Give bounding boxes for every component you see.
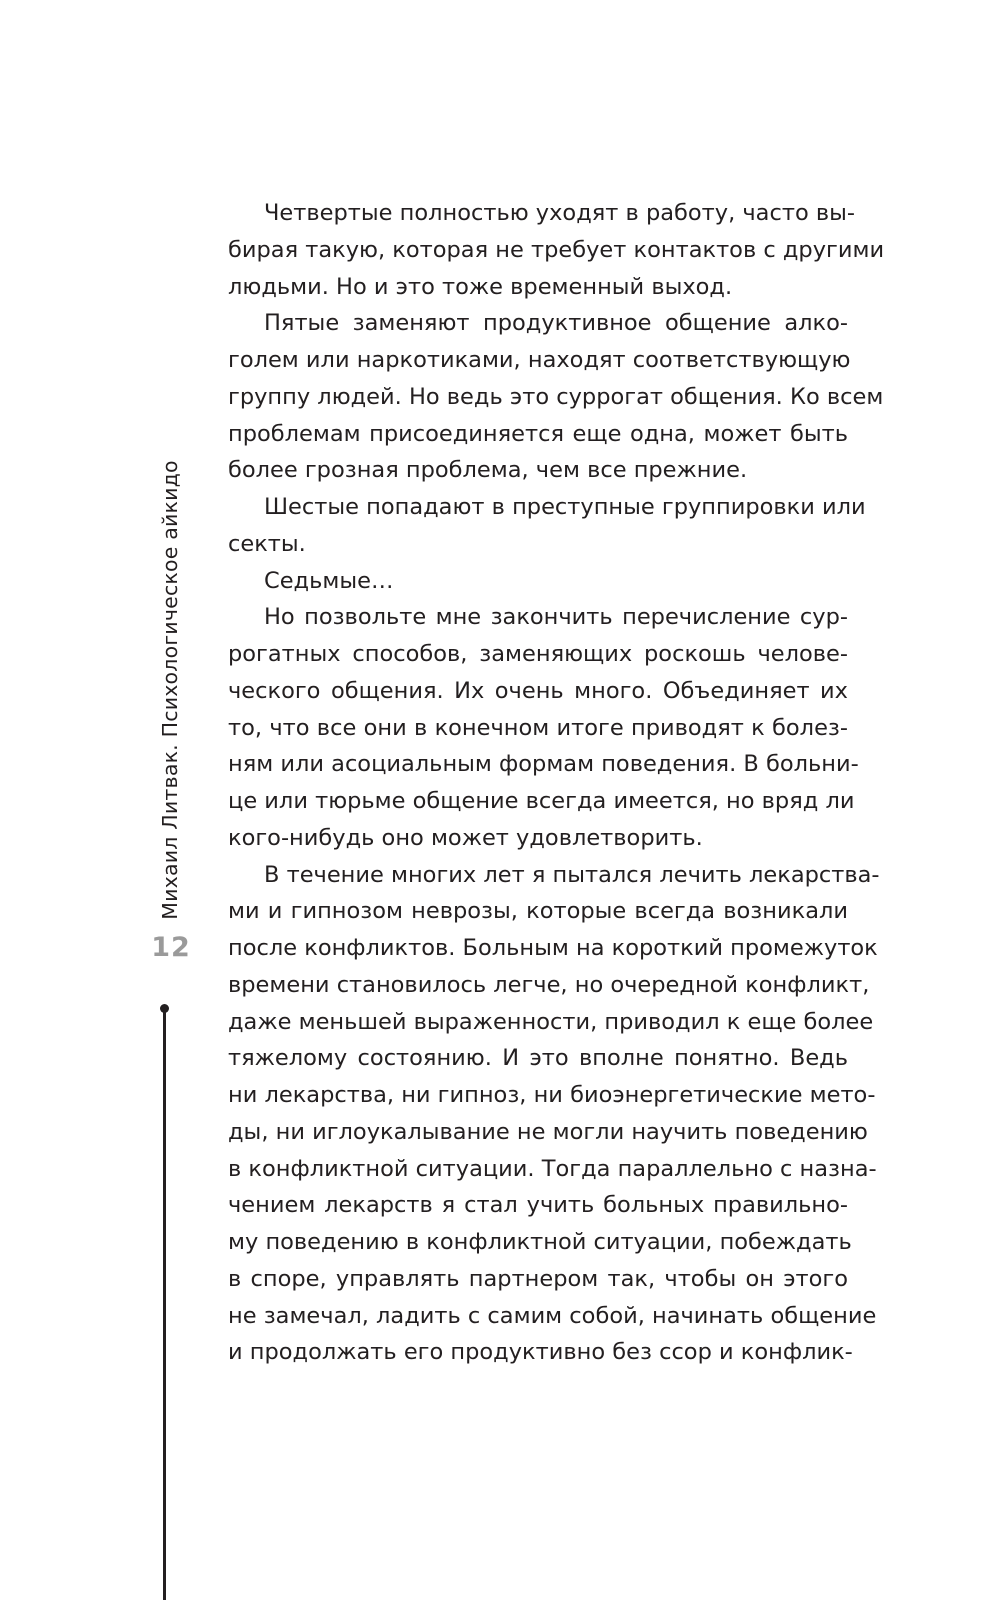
- running-head-title: Михаил Литвак. Психологическое айкидо: [158, 460, 182, 920]
- text-line: группу людей. Но ведь это суррогат общения. Ко всем: [228, 383, 884, 410]
- paragraph: [228, 305, 884, 489]
- text-line: после конфликтов. Больным на короткий промежуток: [228, 935, 878, 961]
- paragraph: [228, 489, 866, 563]
- text-line: Седьмые…: [264, 567, 394, 594]
- text-line: це или тюрьме общение всегда имеется, но вряд ли: [228, 788, 855, 814]
- text-line: времени становилось легче, но очередной конфликт,: [228, 971, 870, 998]
- text-line: ды, ни иглоукалывание не могли научить поведению: [228, 1118, 868, 1145]
- text-line: тяжелому состоянию. И это вполне понятно. Ведь: [228, 1045, 848, 1072]
- text-line: ням или асоциальным формам поведения. В больни-: [228, 751, 859, 778]
- text-line: в споре, управлять партнером так, чтобы он этого: [228, 1265, 848, 1292]
- paragraph: [228, 563, 848, 600]
- body-text: [228, 195, 885, 1371]
- text-line: Шестые попадают в преступные группировки или: [264, 494, 866, 520]
- text-line: Пятые заменяют продуктивное общение алко-: [264, 310, 848, 337]
- text-line: и продолжать его продуктивно без ссор и конфлик-: [228, 1339, 853, 1366]
- text-line: Четвертые полностью уходят в работу, часто вы-: [264, 200, 856, 226]
- paragraph: [228, 857, 880, 1372]
- text-line: В течение многих лет я пытался лечить лекарства-: [264, 861, 880, 888]
- text-line: ми и гипнозом неврозы, которые всегда возникали: [228, 898, 848, 925]
- text-line: даже меньшей выраженности, приводил к еще более: [228, 1008, 874, 1035]
- text-line: проблемам присоединяется еще одна, может быть: [228, 420, 848, 447]
- page-number: 12: [151, 932, 191, 963]
- text-line: бирая такую, которая не требует контактов с другими: [228, 236, 885, 263]
- text-line: ни лекарства, ни гипноз, ни биоэнергетические мето-: [228, 1082, 876, 1108]
- text-line: не замечал, ладить с самим собой, начинать общение: [228, 1302, 877, 1329]
- text-line: в конфликтной ситуации. Тогда параллельно с назна-: [228, 1155, 877, 1182]
- text-line: ческого общения. Их очень много. Объединяет их: [228, 677, 848, 704]
- text-line: му поведению в конфликтной ситуации, побеждать: [228, 1229, 852, 1255]
- text-line: секты.: [228, 530, 306, 557]
- text-line: Но позвольте мне закончить перечисление сур-: [264, 604, 848, 631]
- margin-rule-line: [163, 1008, 166, 1600]
- paragraph: [228, 599, 859, 856]
- text-line: рогатных способов, заменяющих роскошь челове-: [228, 641, 848, 667]
- paragraph: [228, 195, 885, 305]
- text-line: кого-нибудь оно может удовлетворить.: [228, 824, 703, 851]
- text-line: голем или наркотиками, находят соответствующую: [228, 347, 851, 373]
- text-line: то, что все они в конечном итоге приводят к болез-: [228, 714, 848, 741]
- text-line: людьми. Но и это тоже временный выход.: [228, 273, 733, 300]
- text-line: более грозная проблема, чем все прежние.: [228, 457, 748, 484]
- text-line: чением лекарств я стал учить больных правильно-: [228, 1192, 848, 1219]
